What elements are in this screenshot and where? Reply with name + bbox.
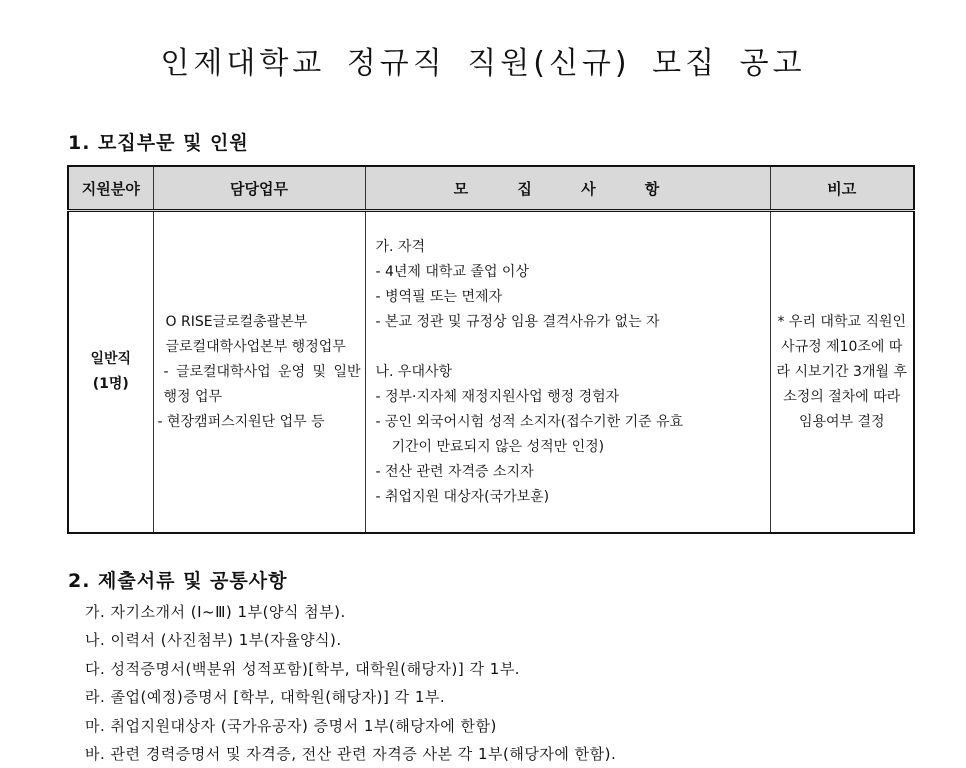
preference-item: 기간이 만료되지 않은 성적만 인정) — [391, 438, 605, 455]
table-row — [68, 211, 914, 534]
field-name: 일반직 — [90, 351, 132, 367]
qualification-item: - 본교 정관 및 규정상 임용 결격사유가 없는 자 — [375, 313, 660, 330]
list-item: 마. 취업지원대상자 (국가유공자) 증명서 1부(해당자에 한함) — [85, 716, 497, 735]
section-2-heading: 2. 제출서류 및 공통사항 — [68, 570, 288, 592]
duty-line: 글로컬대학사업본부 행정업무 — [165, 338, 346, 355]
header-requirements: 모 집 사 항 — [365, 166, 770, 211]
requirements-cell — [365, 211, 770, 534]
field-count: (1명) — [92, 376, 129, 392]
field-cell — [68, 211, 153, 534]
table-header-row — [68, 166, 914, 211]
list-item: 다. 성적증명서(백분위 성적포함)[학부, 대학원(해당자)] 각 1부. — [85, 659, 521, 678]
qualification-title: 가. 자격 — [375, 238, 425, 255]
document-list — [85, 598, 616, 768]
preference-item: - 공인 외국어시험 성적 소지자(접수기한 기준 유효 — [375, 413, 684, 430]
preference-item: - 전산 관련 자격증 소지자 — [375, 463, 534, 480]
list-item: 가. 자기소개서 (Ⅰ~Ⅲ) 1부(양식 첨부). — [85, 603, 346, 621]
duty-line: - 현장캠퍼스지원단 업무 등 — [157, 413, 325, 430]
header-note: 비고 — [770, 166, 914, 211]
duty-line: - 글로컬대학사업 운영 및 일반행정 업무 — [163, 363, 361, 405]
preference-item: - 정부·지자체 재정지원사업 행정 경험자 — [375, 388, 620, 405]
spacer — [376, 335, 760, 360]
qualification-item: - 4년제 대학교 졸업 이상 — [375, 263, 529, 280]
duty-line: O RISE글로컬총괄본부 — [165, 313, 308, 330]
list-item: 라. 졸업(예정)증명서 [학부, 대학원(해당자)] 각 1부. — [85, 688, 446, 707]
header-field: 지원분야 — [68, 166, 153, 211]
preference-item: - 취업지원 대상자(국가보훈) — [375, 488, 550, 505]
preference-title: 나. 우대사항 — [375, 363, 453, 380]
recruitment-table — [67, 165, 915, 534]
note-cell: * 우리 대학교 직원인사규정 제10조에 따라 시보기간 3개월 후 소정의 절차에 따라 임용여부 결정 — [770, 211, 914, 534]
qualification-item: - 병역필 또는 면제자 — [375, 288, 503, 305]
list-item: 나. 이력서 (사진첨부) 1부(자율양식). — [85, 631, 342, 650]
list-item: 바. 관련 경력증명서 및 자격증, 전산 관련 자격증 사본 각 1부(해당자에 한함). — [85, 745, 617, 764]
section-1-heading: 1. 모집부문 및 인원 — [68, 132, 249, 154]
duty-cell — [153, 211, 365, 534]
header-duty: 담당업무 — [153, 166, 365, 211]
page-title: 인제대학교 정규직 직원(신규) 모집 공고 — [160, 46, 806, 81]
